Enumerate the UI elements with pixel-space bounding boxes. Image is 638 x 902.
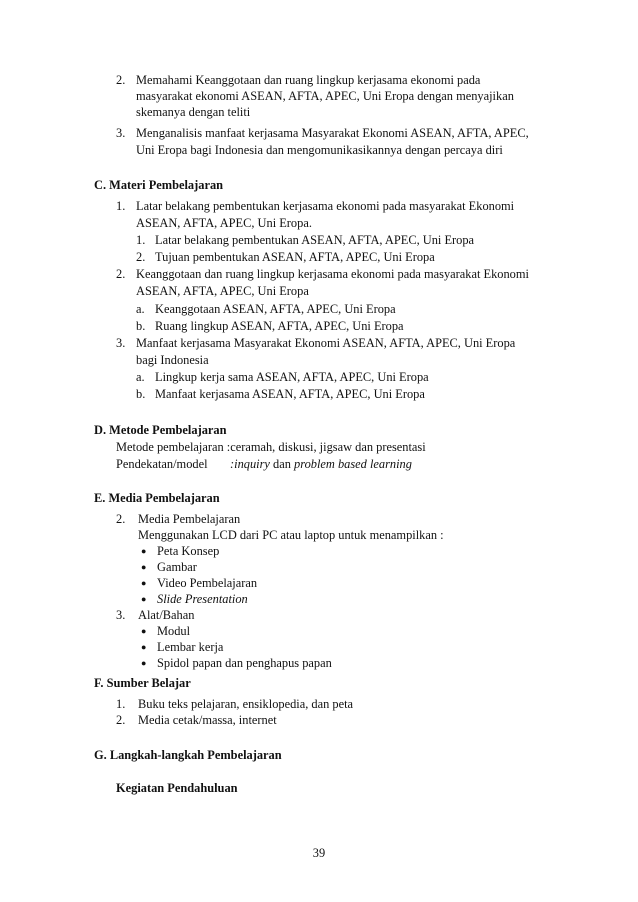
list-text: Menganalisis manfaat kerjasama Masyarakat Ekonomi ASEAN, AFTA, APEC, <box>136 126 529 140</box>
bullet-text: Video Pembelajaran <box>157 576 258 590</box>
list-number: 3. <box>116 126 126 140</box>
list-number: 1. <box>116 697 126 711</box>
page-number: 39 <box>312 846 326 860</box>
list-text: bagi Indonesia <box>136 353 209 367</box>
sub-number: b. <box>136 387 146 401</box>
approach-value: :inquiry dan problem based learning <box>230 457 412 471</box>
list-text: ASEAN, AFTA, APEC, Uni Eropa. <box>136 216 312 230</box>
list-text: Keanggotaan dan ruang lingkup kerjasama ekonomi pada masyarakat Ekonomi <box>136 267 529 281</box>
list-text: Memahami Keanggotaan dan ruang lingkup kerjasama ekonomi pada <box>136 73 481 87</box>
list-number: 1. <box>116 199 126 213</box>
bullet-text: Gambar <box>157 560 197 574</box>
bullet-text: Slide Presentation <box>157 592 248 606</box>
approach-label: Pendekatan/model <box>116 457 208 471</box>
list-text: Media Pembelajaran <box>138 512 241 526</box>
bullet-icon: ● <box>141 578 147 588</box>
sub-text: Latar belakang pembentukan ASEAN, AFTA, APEC, Uni Eropa <box>155 233 475 247</box>
sub-number: 1. <box>136 233 146 247</box>
bullet-text: Modul <box>157 624 191 638</box>
bullet-icon: ● <box>141 642 147 652</box>
list-text: Manfaat kerjasama Masyarakat Ekonomi ASEAN, AFTA, APEC, Uni Eropa <box>136 336 516 350</box>
list-text: Media cetak/massa, internet <box>138 713 277 727</box>
sub-number: a. <box>136 370 145 384</box>
list-number: 2. <box>116 267 126 281</box>
section-heading-e: E. Media Pembelajaran <box>94 491 220 505</box>
list-text: Latar belakang pembentukan kerjasama ekonomi pada masyarakat Ekonomi <box>136 199 515 213</box>
section-heading-c: C. Materi Pembelajaran <box>94 178 224 192</box>
bullet-icon: ● <box>141 594 147 604</box>
sub-text: Ruang lingkup ASEAN, AFTA, APEC, Uni Eropa <box>155 319 404 333</box>
bullet-text: Lembar kerja <box>157 640 224 654</box>
list-text: ASEAN, AFTA, APEC, Uni Eropa <box>136 284 309 298</box>
section-heading-g: G. Langkah-langkah Pembelajaran <box>94 748 282 762</box>
sub-text: Tujuan pembentukan ASEAN, AFTA, APEC, Uni Eropa <box>155 250 435 264</box>
list-number: 3. <box>116 608 126 622</box>
list-text: Menggunakan LCD dari PC atau laptop untuk menampilkan : <box>138 528 444 542</box>
list-number: 2. <box>116 512 126 526</box>
section-heading-d: D. Metode Pembelajaran <box>94 423 227 437</box>
sub-number: 2. <box>136 250 146 264</box>
list-text: masyarakat ekonomi ASEAN, AFTA, APEC, Uni Eropa dengan menyajikan <box>136 89 514 103</box>
list-text: Alat/Bahan <box>138 608 195 622</box>
bullet-text: Peta Konsep <box>157 544 220 558</box>
list-number: 2. <box>116 713 126 727</box>
sub-text: Lingkup kerja sama ASEAN, AFTA, APEC, Uni Eropa <box>155 370 429 384</box>
bullet-icon: ● <box>141 658 147 668</box>
sub-number: b. <box>136 319 146 333</box>
bullet-text: Spidol papan dan penghapus papan <box>157 656 332 670</box>
sub-text: Keanggotaan ASEAN, AFTA, APEC, Uni Eropa <box>155 302 396 316</box>
subsection-heading: Kegiatan Pendahuluan <box>116 781 238 795</box>
list-text: Uni Eropa bagi Indonesia dan mengomunikasikannya dengan percaya diri <box>136 143 503 157</box>
bullet-icon: ● <box>141 546 147 556</box>
method-line: Metode pembelajaran :ceramah, diskusi, jigsaw dan presentasi <box>116 440 426 454</box>
list-number: 3. <box>116 336 126 350</box>
section-heading-f: F. Sumber Belajar <box>94 676 191 690</box>
bullet-icon: ● <box>141 562 147 572</box>
sub-number: a. <box>136 302 145 316</box>
bullet-icon: ● <box>141 626 147 636</box>
list-number: 2. <box>116 73 126 87</box>
sub-text: Manfaat kerjasama ASEAN, AFTA, APEC, Uni Eropa <box>155 387 425 401</box>
list-text: skemanya dengan teliti <box>136 105 251 119</box>
list-text: Buku teks pelajaran, ensiklopedia, dan peta <box>138 697 354 711</box>
